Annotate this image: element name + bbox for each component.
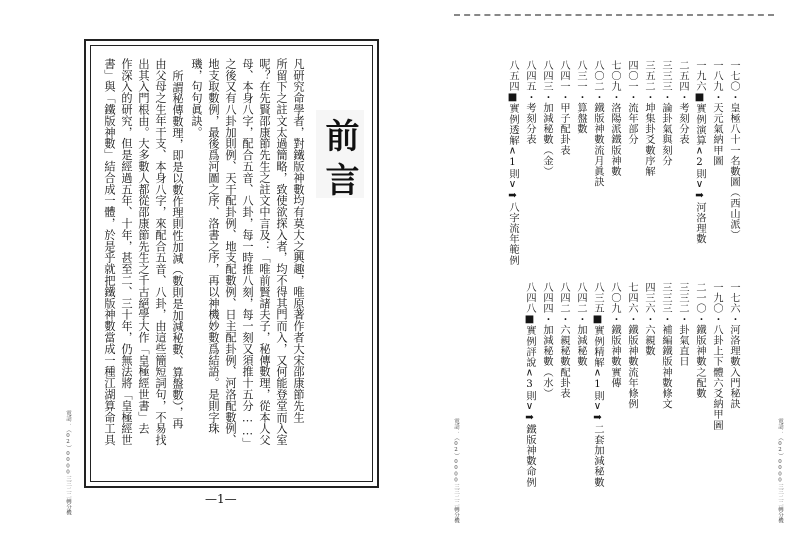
toc-entry: 一九〇・八卦上下體六爻納甲圖	[711, 282, 722, 431]
toc-entry: 二一〇・鐵版神數之配數	[694, 282, 705, 399]
toc-entry: 七〇九・洛陽派鐵版神數	[609, 60, 620, 177]
page-title: 前言	[319, 118, 359, 206]
paragraph-line: 母、本身八字，配合五音、八卦，每一時推八刻，每一刻又須推十五分……」	[241, 58, 254, 450]
toc-entry: 八三一・算盤數	[575, 60, 586, 135]
paragraph-line: 呢？在先賢邵康節先生之註文中言及：「唯前賢諸夫子，秘傳數理，從本人父	[258, 58, 271, 446]
toc-entry: 三五二・坤集卦爻數序解	[643, 60, 654, 177]
page-edge-line	[454, 14, 774, 16]
toc-entry: 三三三・論卦氣與刻分	[660, 60, 671, 166]
toc-entry: 一九六■實例演算∧2則∨➡河洛理數	[694, 60, 705, 245]
toc-entry: 一七六・河洛理數入門秘訣	[728, 282, 739, 410]
toc-entry: 八四四・加減秘數（水）	[541, 282, 552, 399]
paragraph-line: 作深入的研究，但是經過五年、十年，甚至二、三十年，仍無法將「皇極經世	[120, 58, 133, 446]
toc-entry: 一七〇・皇極八十一名數圖（西山派）	[728, 60, 739, 241]
paragraph-line: 所謂秘傳數理，即是以數作理則性加減（數則是加減秘數、算盤數），再	[171, 70, 184, 430]
toc-entry: 八四二・加減秘數	[575, 282, 586, 367]
toc-entry: 八〇二・鐵版神數流月眞訣	[592, 60, 603, 188]
paragraph-line: 凡研究命學者，對鐵版神數均有莫大之興趣，唯原著作者大宋邵康節先生	[292, 58, 305, 423]
toc-entry: 一八九・天元氣納甲圖	[711, 60, 722, 166]
paragraph-line: 璣，句句眞訣。	[190, 58, 203, 138]
toc-entry: 八五四■實例透解∧1則∨➡八字流年範例	[507, 60, 518, 266]
toc-entry: 八四三・加減秘數（金）	[541, 60, 552, 177]
paragraph-line: 出其入門根由。大多數人都從邵康節先生之千古絕學大作「皇極經世書」去	[137, 58, 150, 435]
page-number: —1—	[205, 492, 237, 506]
paragraph-line: 書」與「鐵版神數」結合成一體，於是乎就把鐵版神數當成一種江湖算命工具	[103, 58, 116, 446]
paragraph-line: 所留下之註文太過簡略，致使欲探入者，均不得其門而入，又何能登堂而入室	[275, 58, 288, 446]
toc-entry: 八三五■實例精解∧1則∨➡二套加減秘數	[592, 282, 603, 488]
toc-entry: 八四一・甲子配卦表	[558, 60, 569, 156]
toc-entry: 四三六・六親數	[643, 282, 654, 357]
paragraph-line: 地支取數例，最後爲河圖之序、洛書之序，再以神機妙數爲結語。是則字珠	[207, 58, 220, 435]
toc-entry: 二五四・考刻分表	[677, 60, 688, 145]
toc-entry: 八四二・六親秘數配卦表	[558, 282, 569, 399]
toc-entry: 八〇九・鐵版神數實傳	[609, 282, 620, 388]
toc-entry: 八四八■實例評說∧3則∨➡鐵版神數命例	[524, 282, 535, 488]
toc-entry: 四〇一・流年部分	[626, 60, 637, 145]
paragraph-line: 由父母之生年干支、本身八字，來配合五音、八卦，由這些簡短詞句，不易找	[154, 58, 167, 446]
toc-entry: 三三二・卦氣直日	[677, 282, 688, 367]
toc-entry: 三三三・補編鐵版神數條文	[660, 282, 671, 410]
paragraph-line: 之後又有八卦加則例、天干配卦例、地支配數例、日主配卦例、河洛配數例、	[224, 58, 237, 446]
print-stamp: 電話：（02）0000三三二二轉分機	[453, 418, 459, 524]
print-stamp: 電話：（02）0000三三二二轉分機	[777, 418, 783, 524]
print-stamp: 電話：（02）0000三三二二轉分機	[65, 410, 71, 516]
toc-entry: 七四六・鐵版神數流年條例	[626, 282, 637, 410]
toc-entry: 八四五・考刻分表	[524, 60, 535, 145]
